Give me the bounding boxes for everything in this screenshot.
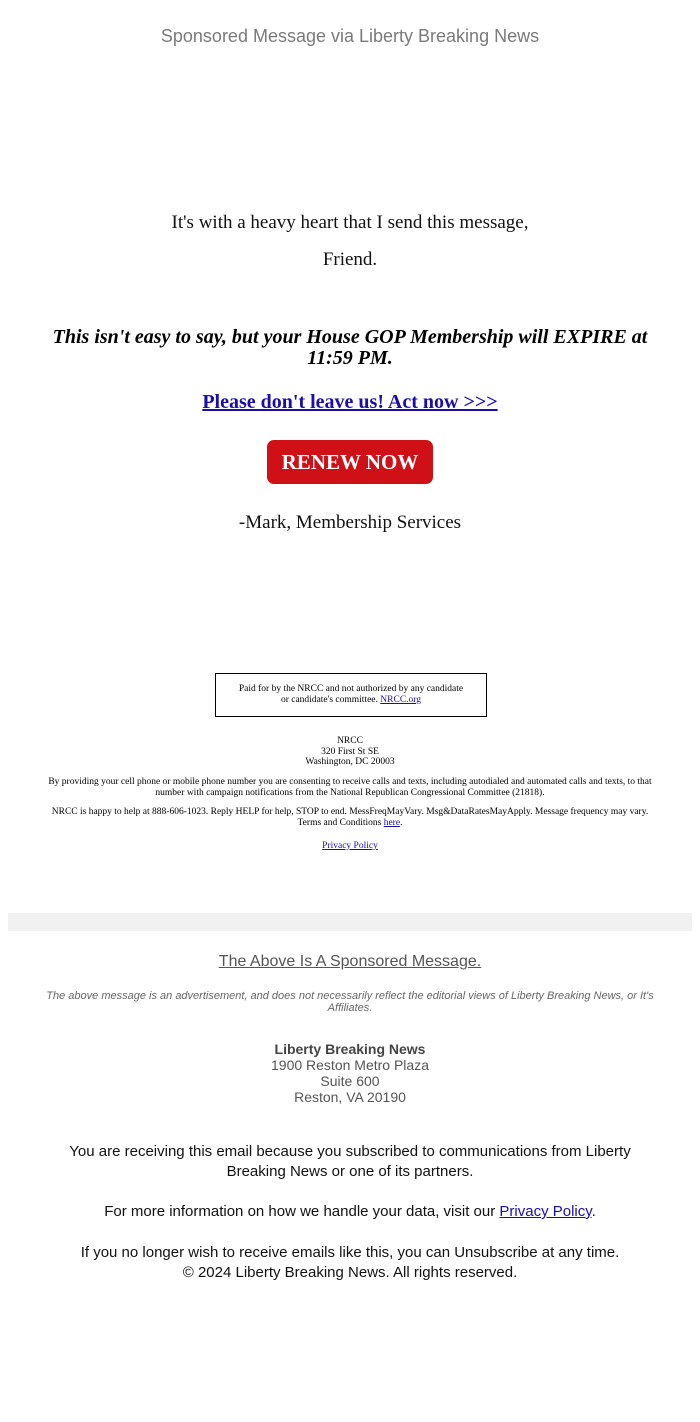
nrcc-privacy-policy-link[interactable]: Privacy Policy (322, 841, 378, 851)
section-divider (8, 913, 692, 931)
data-handling-text: For more information on how we handle your data, visit our (104, 1203, 500, 1220)
help-text-suffix: . (400, 817, 403, 828)
publisher-address-line3: Reston, VA 20190 (294, 1089, 406, 1105)
expiration-headline: This isn't easy to say, but your House GOP Membership will EXPIRE at 11:59 PM. (52, 326, 648, 369)
nrcc-org-link[interactable]: NRCC.org (380, 695, 422, 705)
copyright-line: © 2024 Liberty Breaking News. All rights reserved. (182, 1264, 518, 1281)
nrcc-address (0, 736, 700, 768)
act-now-link[interactable]: Please don't leave us! Act now >>> (202, 391, 498, 413)
sponsored-header: Sponsored Message via Liberty Breaking News (160, 26, 540, 46)
data-handling-suffix: . (591, 1203, 596, 1220)
greeting: Friend. (322, 249, 378, 270)
paid-for-disclaimer-box (215, 673, 487, 717)
sms-help-text (45, 807, 655, 828)
nrcc-address-line2: Washington, DC 20003 (305, 757, 395, 767)
privacy-policy-link[interactable]: Privacy Policy (499, 1203, 592, 1220)
publisher-address-line2: Suite 600 (320, 1073, 380, 1089)
nrcc-privacy-container (0, 841, 700, 852)
paid-for-text: Paid for by the NRCC and not authorized by any candidate or candidate's committee. (238, 684, 464, 705)
publisher-address-block (0, 1041, 700, 1105)
terms-here-link[interactable]: here (383, 817, 401, 828)
advertisement-disclaimer: The above message is an advertisement, and does not necessarily reflect the editorial views of Liberty Breaking News, or It's Affiliates. (46, 990, 654, 1014)
publisher-address-line1: 1900 Reston Metro Plaza (271, 1057, 429, 1073)
renew-now-button[interactable]: RENEW NOW (267, 440, 433, 484)
unsubscribe-line: If you no longer wish to receive emails like this, you can Unsubscribe at any time. (80, 1244, 620, 1261)
unsubscribe-block (0, 1243, 700, 1283)
help-text-body: NRCC is happy to help at 888-606-1023. Reply HELP for help, STOP to end. MessFreqMayVary. Msg&DataRatesMayApply. Message frequency may vary. Terms and Conditions (51, 807, 649, 828)
nrcc-org-name: NRCC (337, 736, 363, 746)
data-handling-notice (0, 1202, 700, 1222)
nrcc-address-line1: 320 First St SE (321, 746, 379, 757)
signature: -Mark, Membership Services (238, 512, 462, 533)
sponsored-message-title-text: The Above Is A Sponsored Message. (218, 953, 482, 970)
cta-link-container (0, 389, 700, 415)
sms-consent-text: By providing your cell phone or mobile phone number you are consenting to receive calls and texts, including autodialed and automated calls and texts, to that number with campaign notifications from the National Republican Congressional Committee (21818). (48, 777, 652, 798)
sponsored-message-title (0, 952, 700, 972)
opening-line: It's with a heavy heart that I send this message, (171, 212, 529, 233)
publisher-name: Liberty Breaking News (274, 1041, 426, 1057)
subscription-notice: You are receiving this email because you subscribed to communications from Liberty Breaking News or one of its partners. (69, 1143, 631, 1180)
